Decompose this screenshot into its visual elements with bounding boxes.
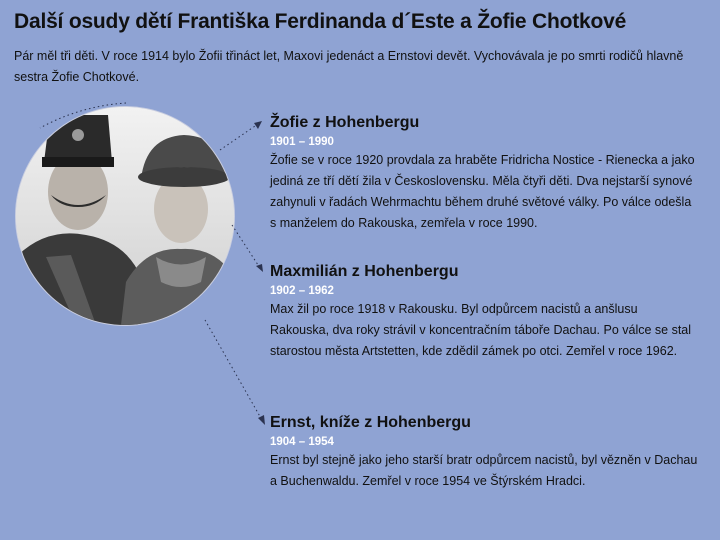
arrow-head-3-icon: [258, 415, 265, 425]
child-years: 1902 – 1962: [270, 285, 334, 297]
child-name: Žofie z Hohenbergu: [270, 114, 420, 131]
arrow-head-1-icon: [254, 121, 262, 129]
child-name: Ernst, kníže z Hohenbergu: [270, 414, 471, 431]
arrow-head-2-icon: [256, 264, 263, 272]
child-entry-ernst: [270, 414, 700, 492]
page-title: Další osudy dětí Františka Ferdinanda d´Este a Žofie Chotkové: [14, 10, 627, 33]
child-description: Žofie se v roce 1920 provdala za hraběte Fridricha Nostice - Rienecka a jako jediná ze tří dětí žila v Československu. Měla čtyři děti. Dva nejstarší synové zahynuli v řadách Wehrmachtu během druhé světové války. Po válce odešla s manželem do Rakouska, zemřela v roce 1990.: [270, 153, 695, 230]
intro-text: Pár měl tři děti. V roce 1914 bylo Žofii třináct let, Maxovi jedenáct a Ernstovi devět. Vychovávala je po smrti rodičů hlavně sestra Žofie Chotkové.: [14, 49, 684, 84]
child-description: Ernst byl stejně jako jeho starší bratr odpůrcem nacistů, byl vězněn v Dachau a Buchenwaldu. Zemřel v roce 1954 ve Štýrském Hradci.: [270, 453, 698, 488]
child-description: Max žil po roce 1918 v Rakousku. Byl odpůrcem nacistů a anšlusu Rakouska, dva roky strávil v koncentračním táboře Dachau. Po válce se stal starostou města Artstetten, kde zdědil zámek po otci. Zemřel v roce 1962.: [270, 302, 692, 358]
portrait-photo: [16, 107, 234, 325]
child-name: Maxmilián z Hohenbergu: [270, 263, 459, 280]
child-years: 1904 – 1954: [270, 436, 334, 448]
child-years: 1901 – 1990: [270, 136, 334, 148]
child-entry-maxmilian: [270, 263, 700, 362]
child-entry-zofie: [270, 114, 700, 234]
